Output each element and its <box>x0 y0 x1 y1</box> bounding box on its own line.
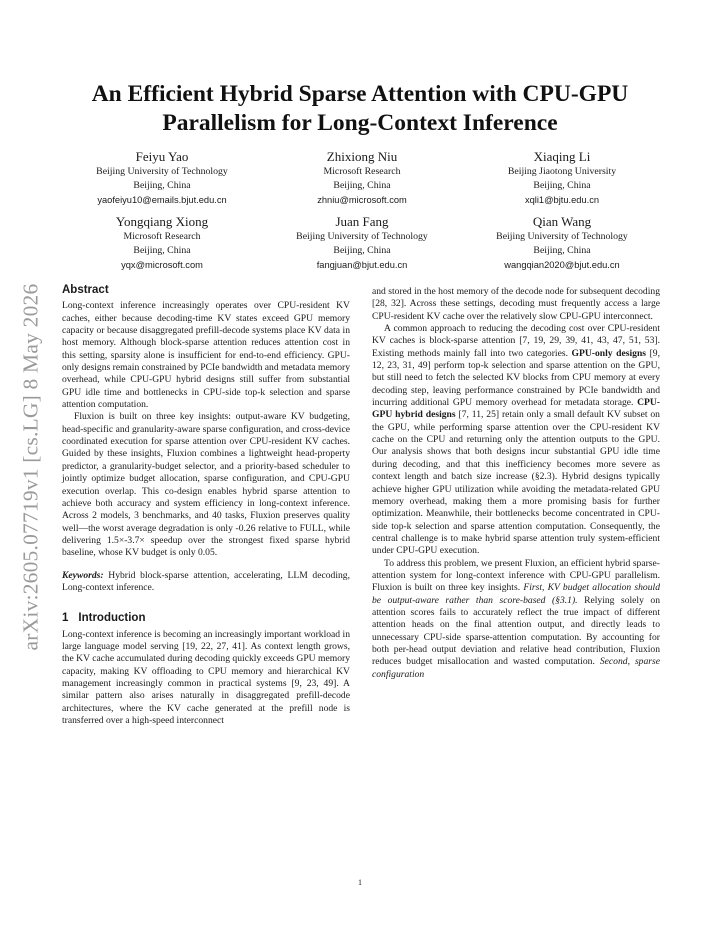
author-name: Zhixiong Niu <box>326 149 398 164</box>
author-affiliation: Beijing University of Technology <box>496 231 628 242</box>
author-affiliation: Beijing University of Technology <box>96 166 228 177</box>
author-location: Beijing, China <box>133 180 191 191</box>
author-name: Xiaqing Li <box>533 149 591 164</box>
italic-insight: Second, sparse configuration <box>372 656 660 680</box>
title-line-1: An Efficient Hybrid Sparse Attention with CPU-GPU <box>91 81 629 107</box>
intro-paragraph: Long-context inference is becoming an increasingly important workload in large language model serving [19, 22, 27, 41]. As context length grows, the KV cache accumulated during decoding quickly exceeds GPU memory capacity, making KV offloading to CPU memory and hierarchical KV management increasingly common in practical systems [9, 23, 49]. A similar pattern also arises naturally in disaggregated prefill-decode architectures, where the KV cache generated at the prefill node is transferred over a high-speed interconnect <box>62 628 350 726</box>
arxiv-identifier-margin <box>10 262 52 672</box>
arxiv-id: arXiv:2605.07719v1 [cs.LG] 8 May 2026 <box>18 283 43 651</box>
author-name: Qian Wang <box>532 214 592 229</box>
text-run: Relying solely on attention scores fails to accurately reflect the true impact of different attention heads on the final attention output, and directly leads to unnecessary CPU-side sparse-attention computation. By accounting for both per-head output deviation and relative head contribution, Fluxion reduces budget misallocation and wasted computation. <box>372 594 660 668</box>
author-row <box>62 148 662 207</box>
section-title: Introduction <box>78 612 146 625</box>
keywords-text: Hybrid block-sparse attention, accelerating, LLM decoding, Long-context inference. <box>62 569 350 593</box>
left-column <box>62 284 350 727</box>
right-column <box>372 286 660 681</box>
author-location: Beijing, China <box>133 245 191 256</box>
author-location: Beijing, China <box>333 245 391 256</box>
section-number: 1 <box>62 612 69 625</box>
abstract-heading: Abstract <box>62 284 109 296</box>
body-paragraph <box>372 558 660 681</box>
author-email: yaofeiyu10@emails.bjut.edu.cn <box>97 195 227 205</box>
author-email: wangqian2020@bjut.edu.cn <box>504 260 620 270</box>
author-affiliation: Beijing University of Technology <box>296 231 428 242</box>
keywords <box>62 570 350 595</box>
author-email: xqli1@bjtu.edu.cn <box>524 195 600 205</box>
keywords-label: Keywords: <box>62 569 104 581</box>
author-name: Yongqiang Xiong <box>115 214 209 229</box>
author-affiliation: Beijing Jiaotong University <box>507 166 617 177</box>
author <box>262 213 462 272</box>
author-affiliation: Microsoft Research <box>323 166 401 177</box>
author-location: Beijing, China <box>533 245 591 256</box>
text-run: [9, 12, 23, 31, 49] perform top-k selection and sparse attention on the GPU, but still need to fetch the selected KV blocks from CPU memory at every decoding step, leaving performance constrained by PCIe bandwidth and incurring additional GPU memory overhead for metadata storage. <box>372 347 660 409</box>
body-paragraph: and stored in the host memory of the decode node for subsequent decoding [28, 32]. Across these settings, decoding must frequently access a large CPU-resident KV cache over the relatively slow CPU-GPU interconnect. <box>372 286 660 322</box>
text-run: To address this problem, we present Fluxion, an efficient hybrid sparse-attention system for long-context inference with CPU-GPU parallelism. Fluxion is built on three key insights. <box>372 557 660 594</box>
author-name: Feiyu Yao <box>135 149 189 164</box>
author-location: Beijing, China <box>333 180 391 191</box>
paper-title <box>60 80 660 138</box>
bold-term: CPU-GPU hybrid designs <box>372 397 660 421</box>
author <box>62 148 262 207</box>
author <box>62 213 262 272</box>
bold-term: GPU-only designs <box>571 347 647 359</box>
author <box>462 148 662 207</box>
abstract-paragraph: Fluxion is built on three key insights: output-aware KV budgeting, head-specific and granularity-aware sparse configuration, and cross-device coordinated execution for sparse attention over CPU-resident KV caches. Guided by these insights, Fluxion combines a lightweight head-property predictor, a granularity-budget selector, and a priority-based scheduler to jointly optimize budget allocation, sparse configuration, and CPU-GPU execution overlap. This co-design enables hybrid sparse attention to achieve both accuracy and system efficiency in long-context inference. Across 2 models, 3 benchmarks, and 40 tasks, Fluxion preserves quality well—the worst average degradation is only -0.26 relative to FULL, while delivering 1.5×-3.7× speedup over the strongest fixed sparse hybrid baseline, whose KV budget is only 0.05. <box>62 411 350 559</box>
abstract-paragraph: Long-context inference increasingly operates over CPU-resident KV caches, either because decoding-time KV states exceed GPU memory capacity or because disaggregated prefill-decode systems place KV data in host memory. Although block-sparse attention reduces attention cost in this setting, sparsity alone is insufficient for end-to-end efficiency. GPU-only designs remain constrained by PCIe bandwidth and metadata memory overhead, while CPU-GPU hybrid designs still suffer from substantial GPU idle time and bottlenecks in CPU-side top-k selection and sparse attention computation. <box>62 300 351 411</box>
text-run: [7, 11, 25] retain only a small default KV subset on the GPU, while performing sparse attention over the CPU-resident KV cache on the CPU and returning only the attention outputs to the GPU. Our analysis shows that both designs incur substantial GPU idle time during decoding, and that this inefficiency becomes more severe as context length and batch size increase (§2.3). Hybrid designs typically achieve higher GPU utilization while avoiding the metadata-related GPU memory overhead, making them a more promising basis for further optimization. Meanwhile, their bottlenecks become concentrated in CPU-side top-k selection and sparse attention computation. Consequently, the central challenge is to make hybrid sparse attention truly system-efficient under CPU-GPU execution. <box>372 409 660 557</box>
author-email: fangjuan@bjut.edu.cn <box>316 260 408 270</box>
author-affiliation: Microsoft Research <box>123 231 201 242</box>
author <box>462 213 662 272</box>
title-line-2: Parallelism for Long-Context Inference <box>162 110 558 136</box>
author-email: yqx@microsoft.com <box>121 260 203 270</box>
author-email: zhniu@microsoft.com <box>317 195 407 205</box>
author-row <box>62 213 662 272</box>
body-paragraph <box>372 323 660 558</box>
text-run: A common approach to reducing the decoding cost over CPU-resident KV caches is block-sparse attention [7, 19, 29, 39, 41, 43, 47, 51, 53]. Existing methods mainly fall into two categories. <box>372 323 660 359</box>
author-block <box>62 148 662 278</box>
section-heading-introduction <box>62 612 350 624</box>
author <box>262 148 462 207</box>
page-number: 1 <box>358 878 362 887</box>
author-location: Beijing, China <box>533 180 591 191</box>
author-name: Juan Fang <box>335 214 389 229</box>
italic-insight: First, KV budget allocation should be output-aware rather than score-based (§3.1). <box>372 582 660 606</box>
